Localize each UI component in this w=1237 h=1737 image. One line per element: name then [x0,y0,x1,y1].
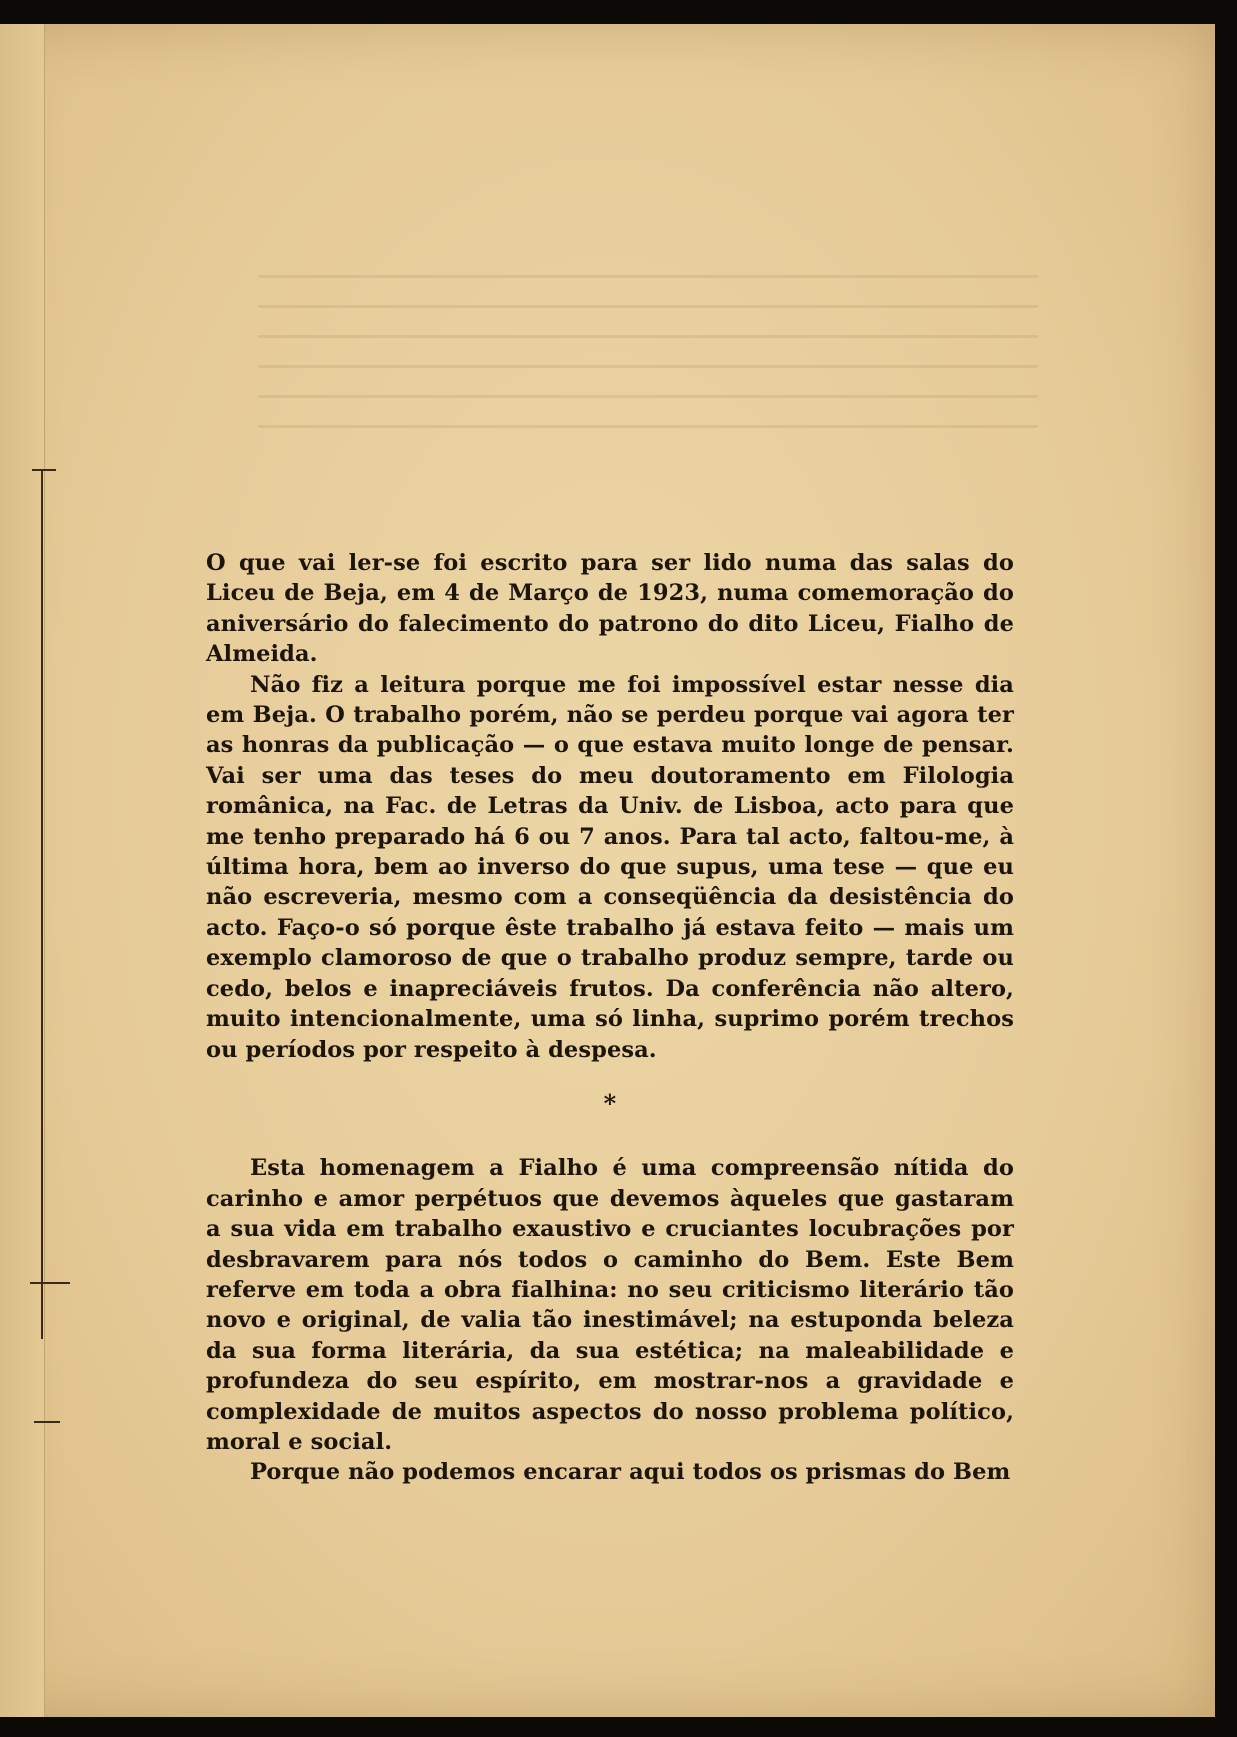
body-text [206,548,1014,1488]
paragraph: Porque não podemos encarar aqui todos os prismas do Bem [250,1459,1011,1486]
binding-edge [41,469,43,1339]
paragraph: Esta homenagem a Fialho é uma compreensão nítida do carinho e amor perpétuos que devemos àqueles que gastaram a sua vida em trabalho exaustivo e cruciantes locubrações por desbravarem para nós todos o caminho do Bem. Este Bem referve em toda a obra fialhina: no seu criticismo literário tão novo e original, de valia tão inestimável; na estuponda beleza da sua forma literária, da sua estética; na maleabilidade e profundeza do seu espírito, em mostrar-nos a gravidade e complexidade de muitos aspectos do nosso problema político, moral e social. [206,1155,1014,1455]
binding-mark [32,469,56,471]
binding-mark [34,1421,60,1423]
paragraph: Não fiz a leitura porque me foi impossível estar nesse dia em Beja. O trabalho porém, não se perdeu porque vai agora ter as honras da publicação — o que estava muito longe de pensar. Vai ser uma das teses do meu doutoramento em Filologia românica, na Fac. de Letras da Univ. de Lisboa, acto para que me tenho preparado há 6 ou 7 anos. Para tal acto, faltou-me, à última hora, bem ao inverso do que supus, uma tese — que eu não escreveria, mesmo com a conseqüência da desistência do acto. Faço-o só porque êste trabalho já estava feito — mais um exemplo clamoroso de que o trabalho produz sempre, tarde ou cedo, belos e inapreciáveis frutos. Da conferência não altero, muito intencionalmente, uma só linha, suprimo porém trechos ou períodos por respeito à despesa. [206,671,1014,1063]
paragraph: O que vai ler-se foi escrito para ser lido numa das salas do Liceu de Beja, em 4 de Março de 1923, numa comemoração do aniversário do falecimento do patrono do dito Liceu, Fialho de Almeida. [206,550,1014,668]
section-ornament: * [603,1088,617,1118]
page-gutter [0,24,45,1717]
book-page [0,24,1215,1717]
show-through-text [258,259,1038,449]
binding-mark [30,1282,70,1284]
